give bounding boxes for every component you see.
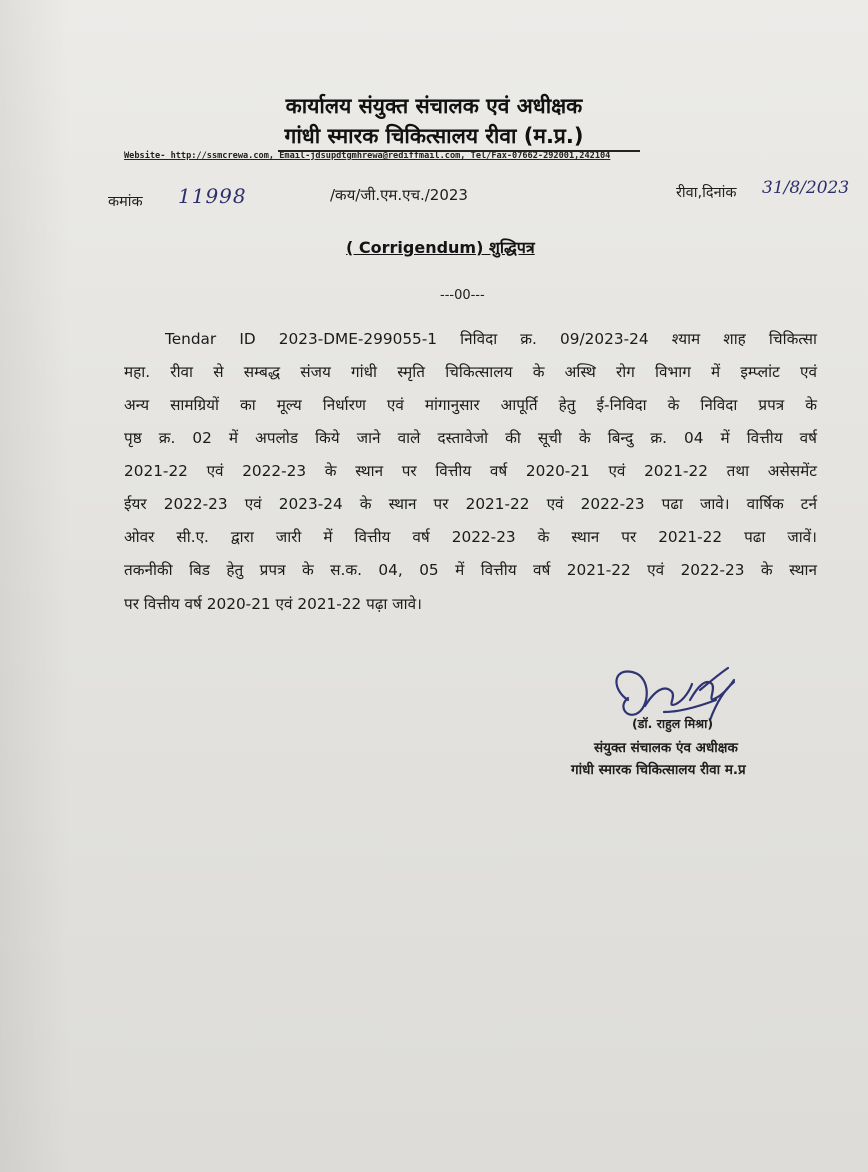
body-line: 2021-22 एवं 2022-23 के स्थान पर वित्तीय वर्ष 2020-21 एवं 2021-22 तथा असेसमेंट [124, 462, 817, 480]
date-value: 31/8/2023 [762, 178, 850, 198]
body-line: महा. रीवा से सम्बद्ध संजय गांधी स्मृति चिकित्सालय के अस्थि रोग विभाग में इम्प्लांट एवं [124, 363, 817, 381]
separator: ---00--- [440, 288, 485, 303]
body-line: ओवर सी.ए. द्वारा जारी में वित्तीय वर्ष 2022-23 के स्थान पर 2021-22 पढा जावें। [124, 528, 817, 546]
body-line: पृष्ठ क्र. 02 में अपलोड किये जाने वाले दस्तावेजो की सूची के बिन्दु क्र. 04 में वित्तीय वर्ष [124, 429, 817, 447]
body-line: पर वित्तीय वर्ष 2020-21 एवं 2021-22 पढ़ा जावे। [124, 595, 422, 613]
document-title: ( Corrigendum) शुद्धिपत्र [346, 238, 535, 257]
signatory-name: (डॉ. राहुल मिश्रा) [632, 716, 714, 731]
signatory-office: गांधी स्मारक चिकित्सालय रीवा म.प्र [571, 762, 746, 778]
hospital-title: गांधी स्मारक चिकित्सालय रीवा (म.प्र.) [284, 124, 584, 148]
body-line: ईयर 2022-23 एवं 2023-24 के स्थान पर 2021-22 एवं 2022-23 पढा जावे। वार्षिक टर्न [124, 495, 817, 513]
body-line: Tendar ID 2023-DME-299055-1 निविदा क्र. 09/2023-24 श्याम शाह चिकित्सा [165, 330, 817, 348]
body-line: तकनीकी बिड हेतु प्रपत्र के स.क. 04, 05 में वित्तीय वर्ष 2021-22 एवं 2022-23 के स्थान [124, 561, 817, 579]
reference-suffix: /कय/जी.एम.एच./2023 [330, 186, 468, 204]
contact-line: Website- http://ssmcrewa.com, Email-jdsupdtgmhrewa@rediffmail.com, Tel/Fax-07662-292001,242104 [124, 151, 611, 161]
office-title: कार्यालय संयुक्त संचालक एवं अधीक्षक [285, 94, 583, 118]
date-label: रीवा,दिनांक [676, 185, 737, 201]
reference-number: 11998 [178, 184, 247, 208]
body-line: अन्य सामग्रियों का मूल्य निर्धारण एवं मांगानुसार आपूर्ति हेतु ई-निविदा के निविदा प्रपत्र के [124, 396, 817, 414]
signatory-designation: संयुक्त संचालक एंव अधीक्षक [594, 740, 738, 756]
signature-strokes [616, 668, 734, 720]
reference-label: कमांक [108, 194, 143, 210]
